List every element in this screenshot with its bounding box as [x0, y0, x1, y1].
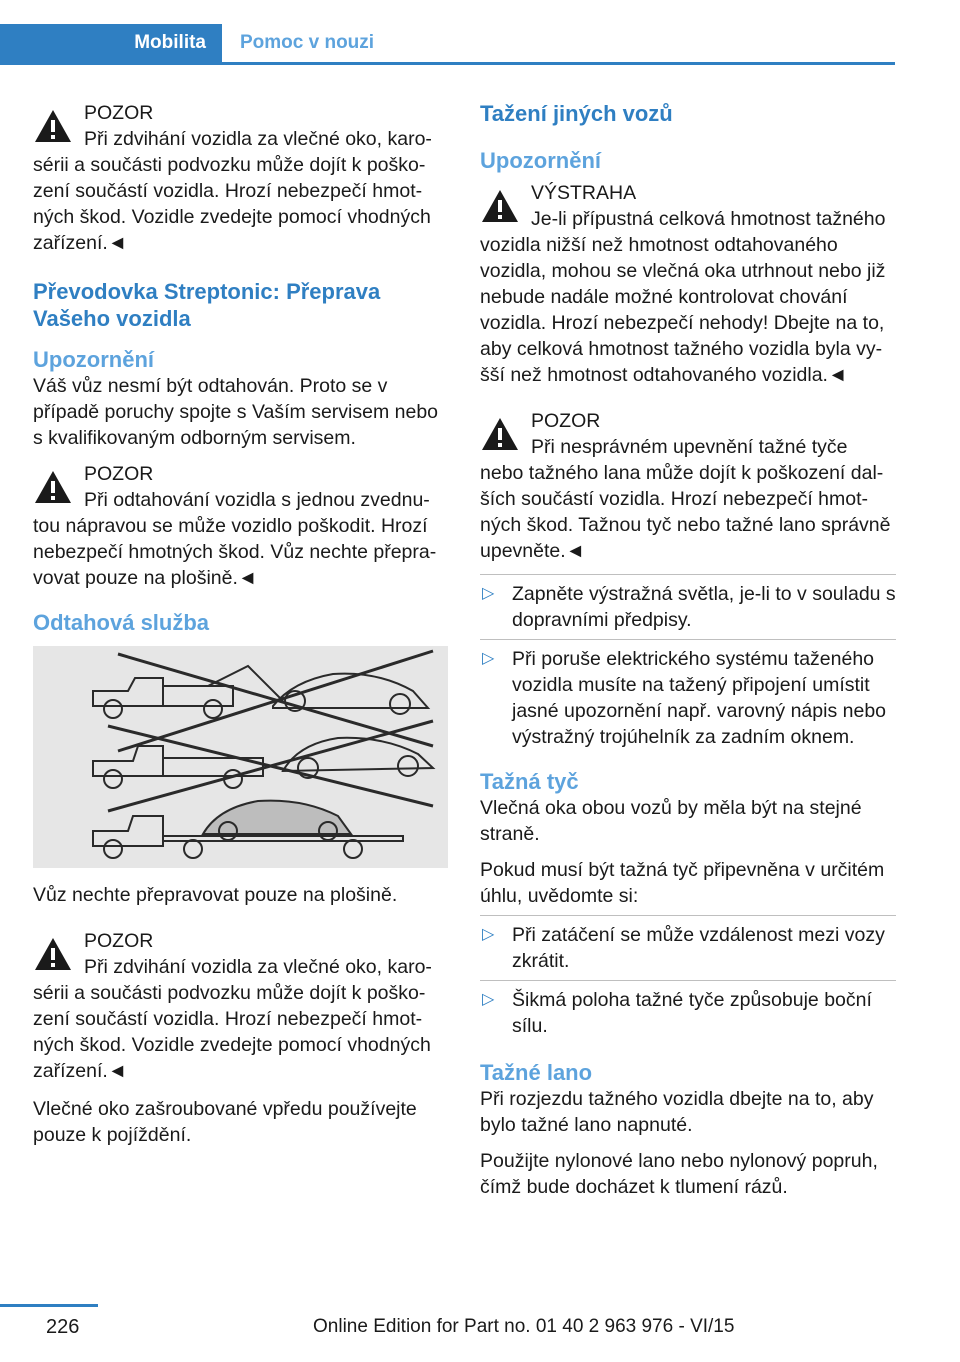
image-caption: Vůz nechte přepravovat pouze na plošině.	[33, 884, 398, 906]
tab-pomoc-v-nouzi[interactable]: Pomoc v nouzi	[240, 32, 375, 53]
warning-block	[480, 180, 896, 388]
list-item: ▷ Zapněte výstražná světla, je-li to v souladu s dopravními předpisy.	[482, 583, 896, 631]
warning-block	[33, 928, 448, 1084]
warning-triangle-icon	[480, 416, 520, 452]
warning-triangle-icon	[480, 188, 520, 224]
list-item: ▷ Při zatáčení se může vzdálenost mezi vozy zkrátit.	[482, 924, 885, 972]
list-divider	[480, 980, 896, 981]
page-number: 226	[46, 1316, 80, 1338]
warning-block	[33, 461, 448, 591]
warning-text-first: Při odtahování vozidla s jednou zvednu‐	[84, 489, 430, 511]
warning-text-first: Při nesprávném upevnění tažné tyče	[531, 436, 848, 458]
warning-text: nebo tažného lana může dojít k poškození dal‐ších součástí vozidla. Hrozí nebezpečí hmot‐ných škod. Tažnou tyč nebo tažné lano správně upevněte.◄	[480, 462, 891, 562]
list-divider	[480, 639, 896, 640]
warning-block	[33, 100, 448, 256]
warning-title: POZOR	[84, 930, 154, 952]
warning-text: sérii a součásti podvozku může dojít k poško‐zení součástí vozidla. Hrozí nebezpečí hmot‐ných škod. Vozidle zvedejte pomocí vhodných zařízení.◄	[33, 154, 431, 254]
warning-triangle-icon	[33, 469, 73, 505]
warning-text-first: Při zdvihání vozidla za vlečné oko, karo‐	[84, 956, 432, 978]
warning-text-first: Při zdvihání vozidla za vlečné oko, karo‐	[84, 128, 432, 150]
list-divider	[480, 574, 896, 575]
page-header	[0, 24, 895, 64]
list-item: ▷ Šikmá poloha tažné tyče způsobuje boční sílu.	[482, 989, 872, 1037]
paragraph: Váš vůz nesmí být odtahován. Proto se v případě poruchy spojte s Vaším servisem nebo s kvalifikovaným odborným servisem.	[33, 375, 439, 449]
edition-info: Online Edition for Part no. 01 40 2 963 976 - VI/15	[313, 1316, 735, 1337]
right-column	[480, 100, 896, 1200]
paragraph: Vlečná oka obou vozů by měla být na stejné straně.	[480, 797, 862, 845]
section-heading: Převodovka Streptonic: Přeprava Vašeho vozidla	[33, 279, 381, 331]
subsection-heading: Upozornění	[480, 148, 601, 173]
warning-triangle-icon	[33, 108, 73, 144]
paragraph: Použijte nylonové lano nebo nylonový popruh, čímž bude docházet k tlumení rázů.	[480, 1150, 878, 1198]
bullet-list	[480, 574, 896, 750]
tab-mobilita[interactable]: Mobilita	[0, 24, 222, 62]
subsection-heading: Upozornění	[33, 347, 154, 372]
warning-triangle-icon	[33, 936, 73, 972]
left-column	[33, 100, 448, 1148]
warning-title: POZOR	[84, 463, 154, 485]
paragraph: Při rozjezdu tažného vozidla dbejte na to, aby bylo tažné lano napnuté.	[480, 1088, 874, 1136]
warning-title: VÝSTRAHA	[531, 182, 637, 204]
paragraph: Vlečné oko zašroubované vpředu používejte pouze k pojíždění.	[33, 1098, 417, 1146]
warning-text: sérii a součásti podvozku může dojít k poško‐zení součástí vozidla. Hrozí nebezpečí hmot‐ných škod. Vozidle zvedejte pomocí vhodných zařízení.◄	[33, 982, 431, 1082]
subsection-heading: Tažné lano	[480, 1060, 593, 1085]
warning-title: POZOR	[531, 410, 601, 432]
subsection-heading: Tažná tyč	[480, 769, 579, 794]
subsection-heading: Odtahová služba	[33, 610, 210, 635]
towing-illustration	[33, 646, 448, 868]
triangle-bullet-icon: ▷	[482, 926, 495, 943]
triangle-bullet-icon: ▷	[482, 991, 495, 1008]
warning-text: tou nápravou se může vozidlo poškodit. Hrozí nebezpečí hmotných škod. Vůz nechte přepra‐vovat pouze na plošině.◄	[33, 515, 437, 589]
list-divider	[480, 915, 896, 916]
triangle-bullet-icon: ▷	[482, 585, 495, 602]
warning-block	[480, 408, 896, 564]
section-heading: Tažení jiných vozů	[480, 101, 673, 126]
bullet-list	[480, 915, 896, 1039]
tow-truck-image	[33, 646, 448, 868]
paragraph: Pokud musí být tažná tyč připevněna v určitém úhlu, uvědomte si:	[480, 859, 885, 907]
footer-divider	[0, 1304, 98, 1307]
header-divider	[0, 62, 895, 65]
warning-text-first: Je-li přípustná celková hmotnost tažného	[531, 208, 886, 230]
list-item: ▷ Při poruše elektrického systému taženého vozidla musíte na tažený připojení umístit jasné upozornění např. varovný nápis nebo výstražný trojúhelník za zadním oknem.	[482, 648, 887, 748]
warning-text: vozidla nižší než hmotnost odtahovaného vozidla, mohou se vlečná oka utrhnout nebo již nebude nadále možné kontrolovat chování vozidla. Hrozí nebezpečí nehody! Dbejte na to, aby celková hmotnost tažného vozidla byla vy‐šší než hmotnost odtahovaného vozidla.◄	[480, 234, 886, 386]
warning-title: POZOR	[84, 102, 154, 124]
triangle-bullet-icon: ▷	[482, 650, 495, 667]
